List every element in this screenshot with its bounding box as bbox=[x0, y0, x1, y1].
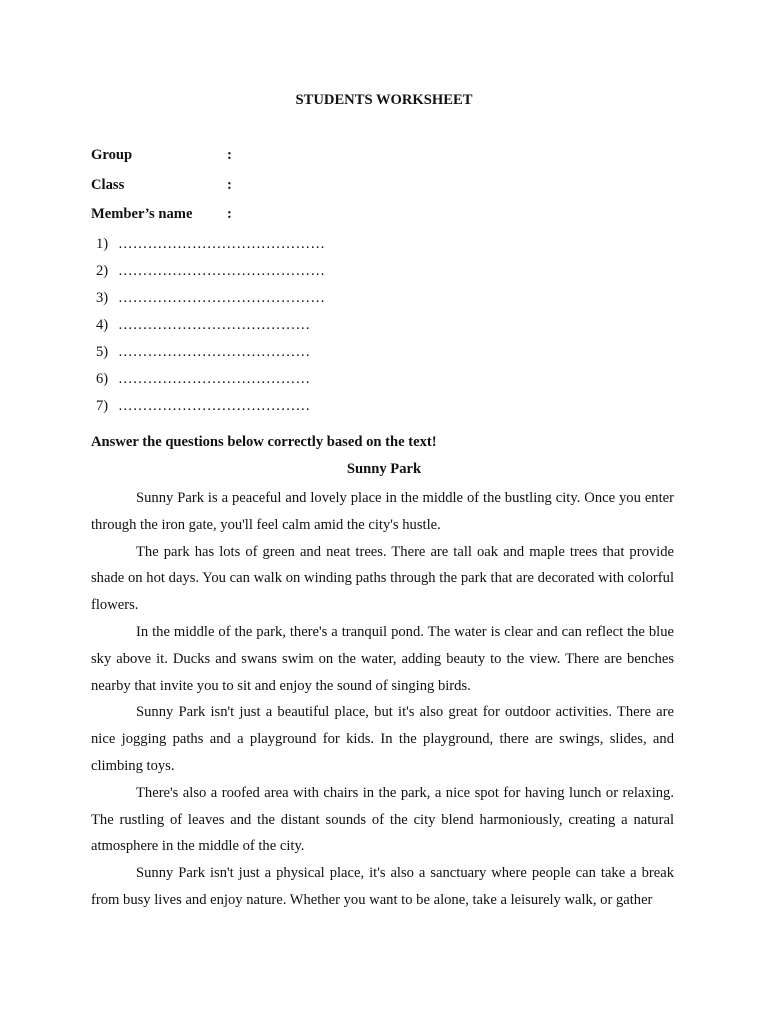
class-field bbox=[91, 175, 232, 195]
member-number: 5) bbox=[96, 344, 109, 360]
member-row bbox=[96, 315, 310, 335]
class-label: Class bbox=[91, 177, 125, 193]
worksheet-title: STUDENTS WORKSHEET bbox=[295, 92, 473, 108]
group-field bbox=[91, 145, 232, 165]
member-blank-line: ………………………………… bbox=[118, 371, 311, 387]
story-body bbox=[91, 485, 674, 914]
story-paragraph: Sunny Park isn't just a beautiful place, but it's also great for outdoor activities. There are nice jogging paths and a playground for kids. In the playground, there are swings, slides, and climbing toys. bbox=[91, 704, 674, 774]
story-paragraph: There's also a roofed area with chairs in the park, a nice spot for having lunch or relaxing. The rustling of leaves and the distant sounds of the city blend harmoniously, creating a natural atmosphere in the middle of the city. bbox=[91, 784, 674, 855]
story-paragraph: In the middle of the park, there's a tranquil pond. The water is clear and can reflect the blue sky above it. Ducks and swans swim on the water, adding beauty to the view. There are benches nearby that invite you to sit and enjoy the sound of singing birds. bbox=[91, 623, 674, 694]
member-number: 6) bbox=[96, 371, 109, 387]
member-blank-line: …………………………………… bbox=[118, 290, 326, 306]
member-number: 4) bbox=[96, 317, 109, 333]
member-row bbox=[96, 234, 325, 254]
story-paragraph: Sunny Park is a peaceful and lovely place in the middle of the bustling city. Once you enter through the iron gate, you'll feel calm amid the city's hustle. bbox=[91, 490, 674, 533]
group-colon: : bbox=[227, 147, 232, 163]
member-number: 7) bbox=[96, 398, 109, 414]
member-number: 2) bbox=[96, 263, 109, 279]
member-blank-line: ………………………………… bbox=[118, 344, 311, 360]
member-number: 3) bbox=[96, 290, 109, 306]
member-blank-line: ………………………………… bbox=[118, 317, 311, 333]
member-name-colon: : bbox=[227, 206, 232, 222]
member-row bbox=[96, 288, 325, 308]
story-paragraph: The park has lots of green and neat trees. There are tall oak and maple trees that provide shade on hot days. You can walk on winding paths through the park that are decorated with colorful flowers. bbox=[91, 543, 674, 614]
story-paragraph: Sunny Park isn't just a physical place, it's also a sanctuary where people can take a break from busy lives and enjoy nature. Whether you want to be alone, take a leisurely walk, or gather bbox=[91, 865, 674, 908]
member-blank-line: …………………………………… bbox=[118, 236, 326, 252]
member-row bbox=[96, 369, 310, 389]
member-name-label: Member’s name bbox=[91, 206, 193, 222]
story-title: Sunny Park bbox=[346, 461, 422, 477]
member-blank-line: ………………………………… bbox=[118, 398, 311, 414]
member-row bbox=[96, 396, 310, 416]
member-number: 1) bbox=[96, 236, 109, 252]
group-label: Group bbox=[91, 147, 133, 163]
member-blank-line: …………………………………… bbox=[118, 263, 326, 279]
member-row bbox=[96, 342, 310, 362]
member-name-field bbox=[91, 204, 232, 224]
member-row bbox=[96, 261, 325, 281]
class-colon: : bbox=[227, 177, 232, 193]
instruction-text: Answer the questions below correctly based on the text! bbox=[91, 434, 437, 450]
